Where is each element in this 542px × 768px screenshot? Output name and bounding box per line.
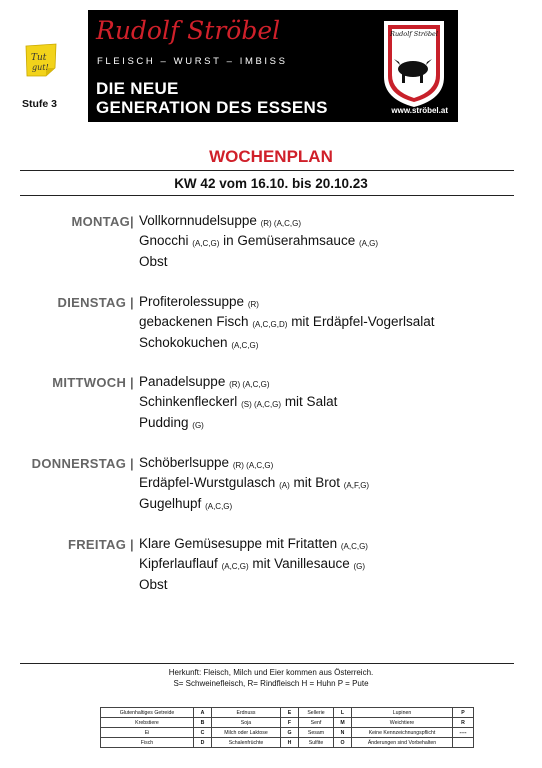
meal-item [139,496,232,511]
meal-item [139,394,337,409]
allergen-name: Soja [212,718,281,728]
level-label: Stufe 3 [22,98,58,110]
meal-text: mit Salat [281,394,338,410]
svg-text:Tut: Tut [31,53,47,63]
allergen-code: H [281,738,299,748]
title-divider [20,170,514,171]
slogan-line-2: GENERATION DES ESSENS [96,98,328,117]
footer-divider [20,663,514,664]
allergen-codes: (A,F,G) [343,481,370,491]
allergen-row [101,718,474,728]
allergen-code: A [194,708,212,718]
meal-text: Pudding [139,414,193,430]
allergen-codes: (S) (A,C,G) [241,400,282,410]
meal-text: Panadelsuppe [139,374,230,389]
allergen-codes: (A,C,G,D) [252,320,288,330]
allergen-codes: (A,C,G) [192,239,220,249]
allergen-code: ---- [453,728,474,738]
week-range: KW 42 vom 16.10. bis 20.10.23 [174,176,368,191]
allergen-code: B [194,718,212,728]
meal-text: mit Brot [289,475,344,491]
meal-item [139,556,365,571]
allergen-name: Änderungen sind Vorbehalten [352,738,453,748]
slogan [96,79,328,117]
allergen-code: F [281,718,299,728]
brand-name: Rudolf Ströbel [96,16,281,45]
allergen-codes: (A,C,G) [221,562,249,572]
allergen-codes: (R) (A,C,G) [260,219,302,228]
allergen-name: Milch oder Laktose [212,728,281,738]
allergen-name: Erdnuss [212,708,281,718]
meal-item [139,536,368,551]
meal-text: Profiterolessuppe [139,294,248,309]
allergen-name: Schalenfrüchte [212,738,281,748]
day-label: MITTWOCH | [52,375,134,390]
meal-text: Gugelhupf [139,495,206,511]
meal-text: Schöberlsuppe [139,455,233,470]
meal-text: Kipferlauflauf [139,556,222,572]
allergen-row [101,728,474,738]
origin-line: Herkunft: Fleisch, Milch und Eier kommen aus Österreich. [168,668,374,677]
meal-item [139,335,258,350]
allergen-row [101,708,474,718]
meal-item [139,233,378,248]
meal-text: Erdäpfel-Wurstgulasch [139,475,280,491]
meal-item [139,475,369,490]
day-label: DIENSTAG | [57,295,134,310]
page-title: WOCHENPLAN [209,147,333,166]
allergen-codes: (G) [192,420,204,430]
meal-item [139,314,435,329]
allergen-codes: (R) (A,C,G) [229,380,270,389]
allergen-code: G [281,728,299,738]
allergen-name: Senf [299,718,334,728]
meal-item [139,213,301,228]
allergen-name: Fisch [101,738,194,748]
allergen-name: Lupinen [352,708,453,718]
meal-item [139,415,204,430]
allergen-codes: (G) [353,562,366,572]
meal-text: Obst [139,576,168,592]
allergen-code: R [453,718,474,728]
allergen-code: L [334,708,352,718]
allergen-row [101,738,474,748]
header-banner [88,10,458,122]
meal-text: Klare Gemüsesuppe mit Fritatten [139,536,341,551]
meal-text: Vollkornnudelsuppe [139,213,261,228]
allergen-table [100,707,474,748]
day-label: MONTAG| [71,214,134,229]
allergen-code: O [334,738,352,748]
meal-text: mit Erdäpfel-Vogerlsalat [287,314,435,330]
origin-note [0,667,542,689]
badge-text: Rudolf Ströbel [390,30,438,38]
allergen-codes: (A,C,G) [231,340,259,350]
day-label: FREITAG | [67,537,134,552]
meal-text: mit Vanillesauce [248,556,354,572]
allergen-name: Sellerie [299,708,334,718]
subtitle-divider [20,195,514,196]
meal-text: Gnocchi [139,233,193,249]
meal-text: in Gemüserahmsauce [219,233,359,249]
meal-item [139,577,168,592]
meal-item [139,254,168,269]
allergen-name: Krebstiere [101,718,194,728]
allergen-code: M [334,718,352,728]
allergen-code: E [281,708,299,718]
website-link[interactable]: www.ströbel.at [391,106,448,115]
allergen-code: P [453,708,474,718]
allergen-code: C [194,728,212,738]
meal-item [139,455,273,470]
allergen-code [453,738,474,748]
meal-text: Schinkenfleckerl [139,394,242,410]
allergen-name: Sesam [299,728,334,738]
meat-legend: S= Schweinefleisch, R= Rindfleisch H = Huhn P = Pute [173,679,369,688]
allergen-codes: (A,C,G) [205,501,233,511]
allergen-codes: (R) (A,C,G) [232,461,274,470]
allergen-name: Glutenhaltiges Getreide [101,708,194,718]
svg-text:gut!: gut! [32,63,49,72]
allergen-codes: (A) [279,481,290,491]
allergen-codes: (A,G) [358,239,379,249]
allergen-code: N [334,728,352,738]
allergen-codes: (R) [247,300,259,309]
meal-text: Schokokuchen [139,334,232,350]
meal-item [139,374,270,389]
day-label: DONNERSTAG | [31,456,134,471]
allergen-name: Sulfite [299,738,334,748]
allergen-name: Ei [101,728,194,738]
meal-item [139,294,259,309]
allergen-name: Keine Kennzeichnungspflicht [352,728,453,738]
allergen-name: Weichtiere [352,718,453,728]
meal-text: Obst [139,253,168,269]
slogan-line-1: DIE NEUE [96,79,179,98]
allergen-code: D [194,738,212,748]
allergen-codes: (A,C,G) [340,542,368,551]
meal-text: gebackenen Fisch [139,314,253,330]
brand-tagline: FLEISCH – WURST – IMBISS [97,56,288,67]
tut-gut-logo [22,42,60,80]
